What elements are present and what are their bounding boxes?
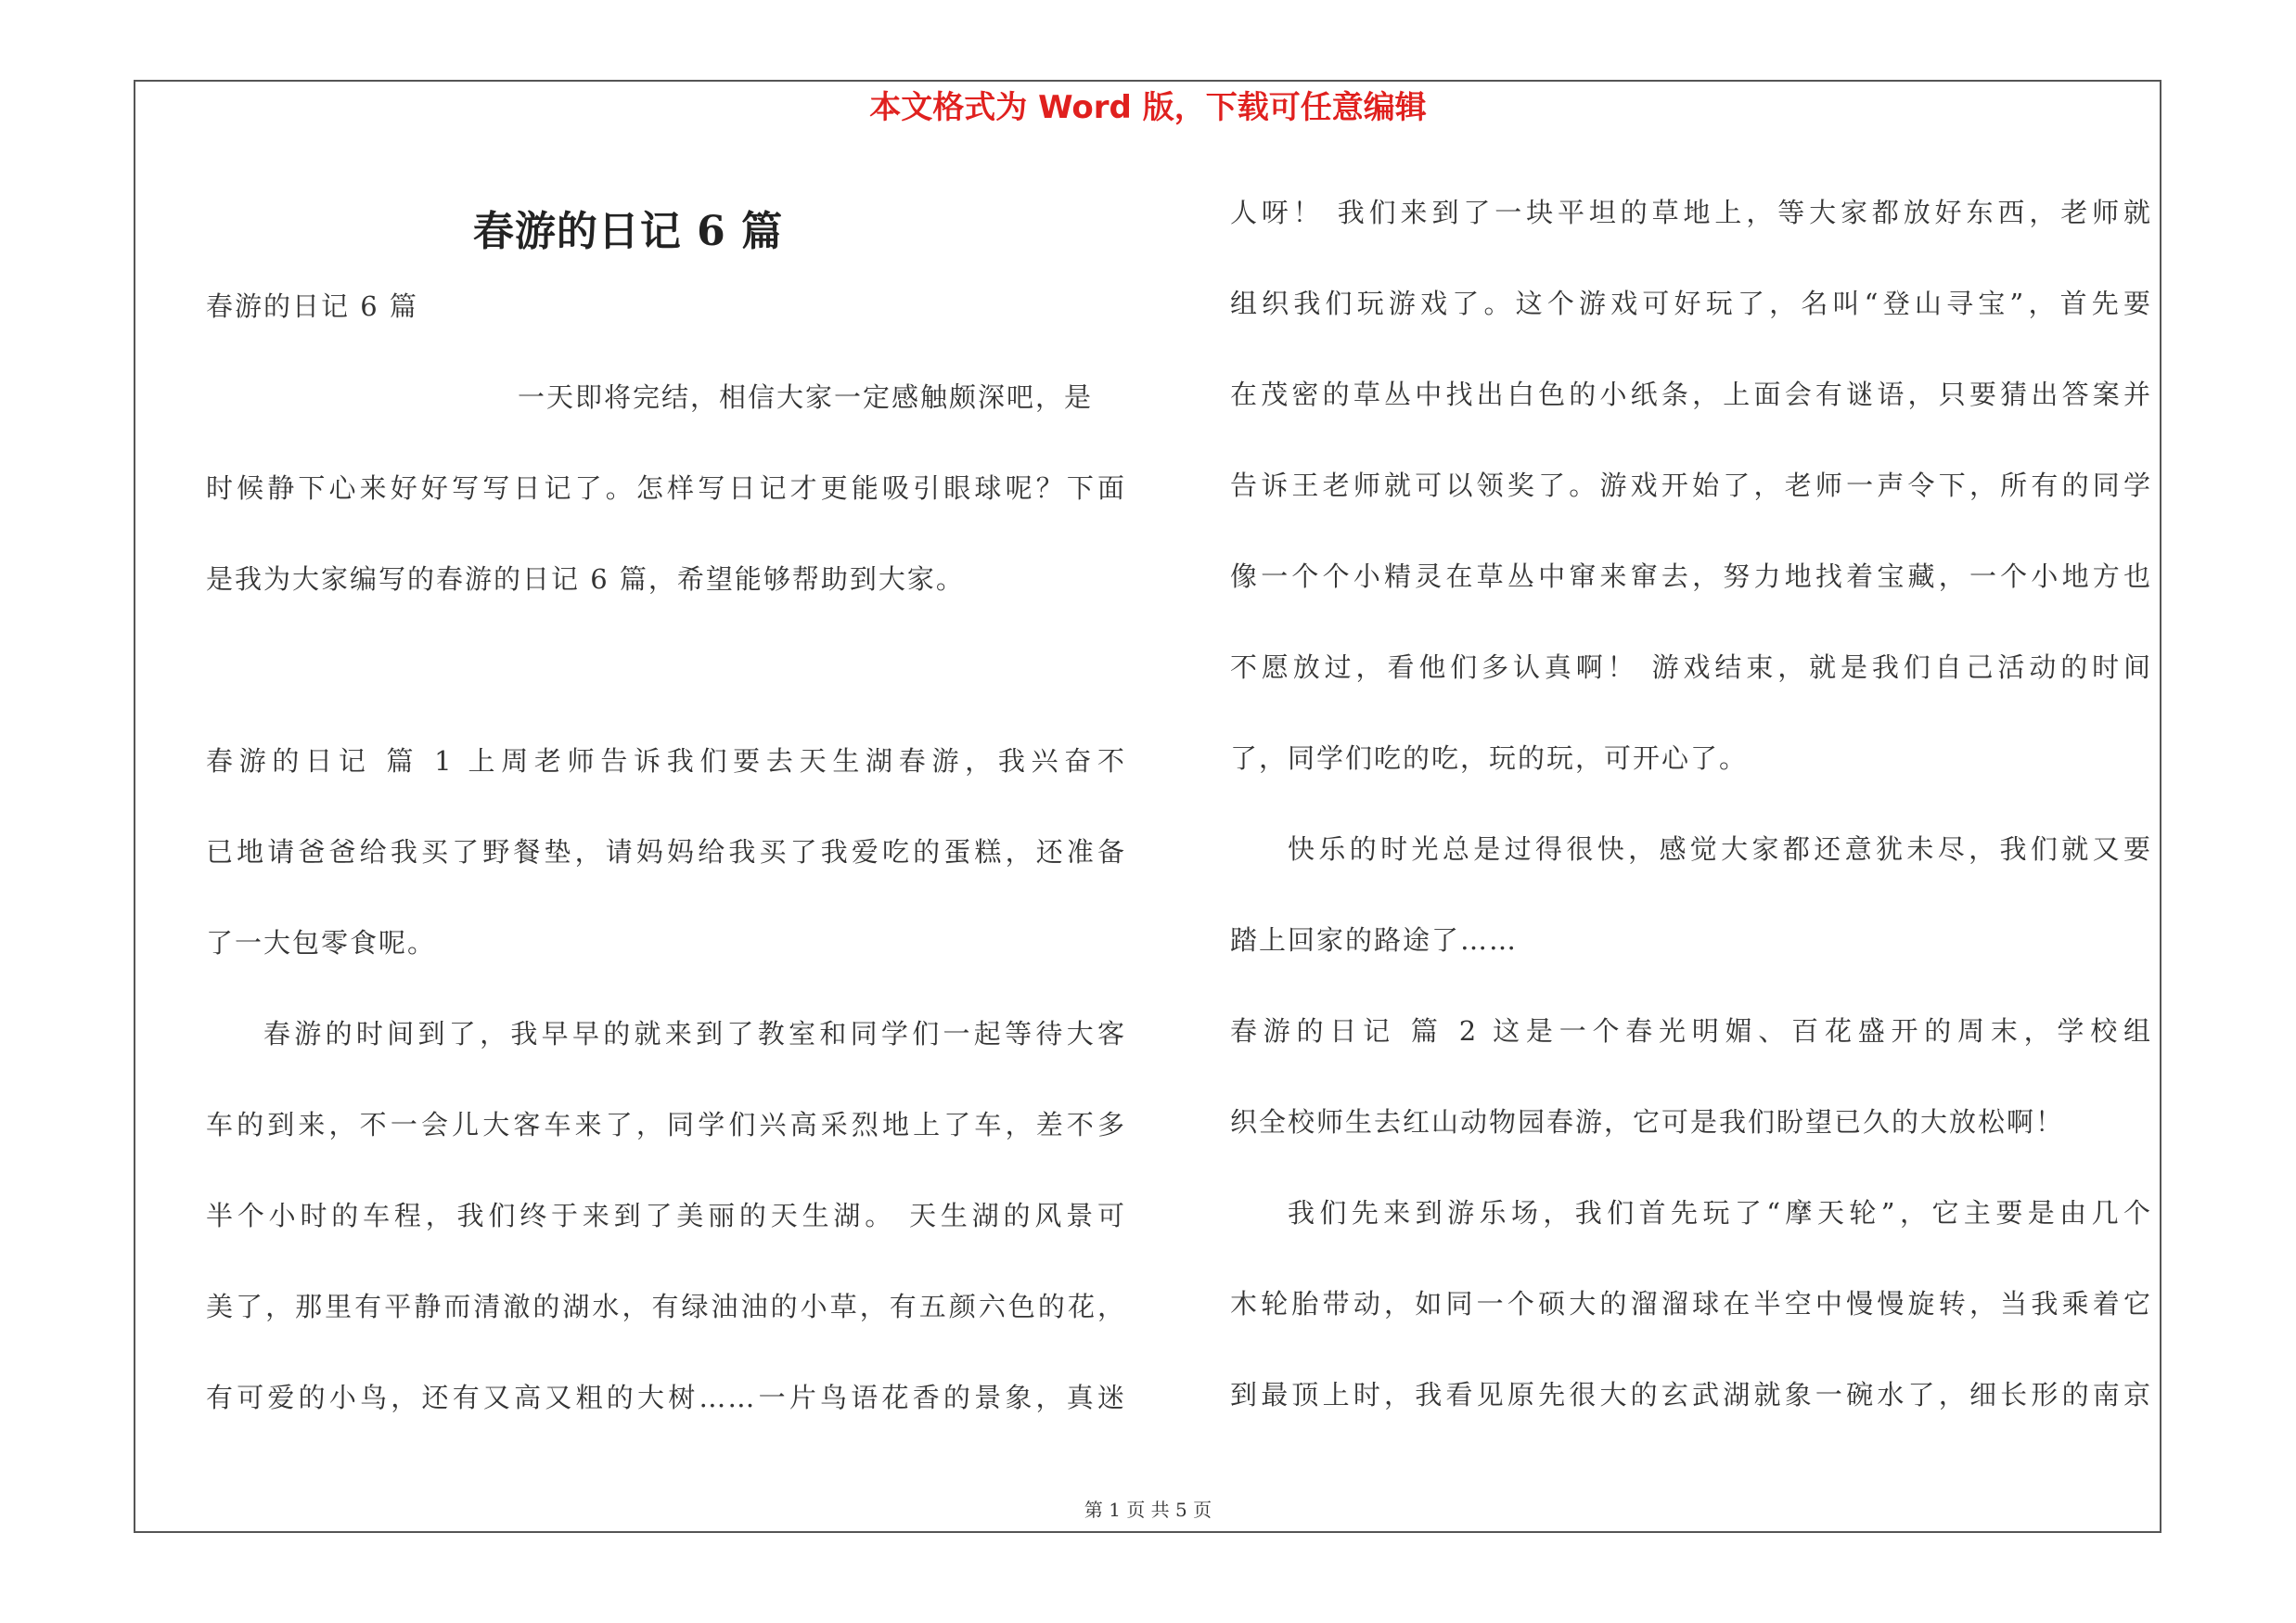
- text-line: 我们先来到游乐场，我们首先玩了“摩天轮”，它主要是由几个: [1288, 1197, 2152, 1229]
- text-line: 踏上回家的路途了……: [1230, 924, 1519, 956]
- text-line: 织全校师生去红山动物园春游，它可是我们盼望已久的大放松啊！: [1230, 1106, 2065, 1138]
- text-line: 到最顶上时，我看见原先很大的玄武湖就象一碗水了，细长形的南京: [1230, 1379, 2152, 1410]
- text-line: 有可爱的小鸟，还有又高又粗的大树……一片鸟语花香的景象，真迷: [206, 1382, 1126, 1413]
- text-line: 春游的日记 篇 1 上周老师告诉我们要去天生湖春游，我兴奋不: [206, 745, 1126, 777]
- text-line: 不愿放过，看他们多认真啊！ 游戏结束，就是我们自己活动的时间: [1230, 651, 2152, 683]
- text-line: 是我为大家编写的春游的日记 6 篇，希望能够帮助到大家。: [206, 563, 965, 595]
- text-line: 一天即将完结，相信大家一定感触颇深吧，是: [518, 381, 1094, 413]
- text-line: 了，同学们吃的吃，玩的玩，可开心了。: [1230, 742, 1749, 774]
- text-line: 告诉王老师就可以领奖了。游戏开始了，老师一声令下，所有的同学: [1230, 470, 2152, 501]
- text-line: 了一大包零食呢。: [206, 927, 437, 959]
- page-footer: 第 1 页 共 5 页: [1084, 1499, 1212, 1521]
- text-line: 车的到来，不一会儿大客车来了，同学们兴高采烈地上了车，差不多: [206, 1109, 1126, 1140]
- format-banner: 本文格式为 Word 版，下载可任意编辑: [869, 89, 1427, 126]
- text-line: 春游的时间到了，我早早的就来到了教室和同学们一起等待大客: [263, 1018, 1126, 1050]
- text-line: 像一个个小精灵在草丛中窜来窜去，努力地找着宝藏，一个小地方也: [1230, 560, 2152, 592]
- text-line: 组织我们玩游戏了。这个游戏可好玩了，名叫“登山寻宝”，首先要: [1230, 288, 2152, 319]
- text-line: 时候静下心来好好写写日记了。怎样写日记才更能吸引眼球呢？下面: [206, 472, 1126, 504]
- text-line: 春游的日记 篇 2 这是一个春光明媚、百花盛开的周末，学校组: [1230, 1015, 2152, 1047]
- text-line: 已地请爸爸给我买了野餐垫，请妈妈给我买了我爱吃的蛋糕，还准备: [206, 836, 1126, 868]
- text-line: 快乐的时光总是过得很快，感觉大家都还意犹未尽，我们就又要: [1288, 833, 2152, 865]
- text-line: 半个小时的车程，我们终于来到了美丽的天生湖。 天生湖的风景可: [206, 1200, 1126, 1231]
- text-line: 木轮胎带动，如同一个硕大的溜溜球在半空中慢慢旋转，当我乘着它: [1230, 1288, 2152, 1320]
- text-line: 美了，那里有平静而清澈的湖水，有绿油油的小草，有五颜六色的花，: [206, 1291, 1126, 1322]
- text-line: 人呀！ 我们来到了一块平坦的草地上，等大家都放好东西，老师就: [1230, 197, 2152, 228]
- text-line: 春游的日记 6 篇: [206, 290, 418, 322]
- document-title: 春游的日记 6 篇: [472, 208, 784, 255]
- text-line: 在茂密的草丛中找出白色的小纸条，上面会有谜语，只要猜出答案并: [1230, 379, 2152, 410]
